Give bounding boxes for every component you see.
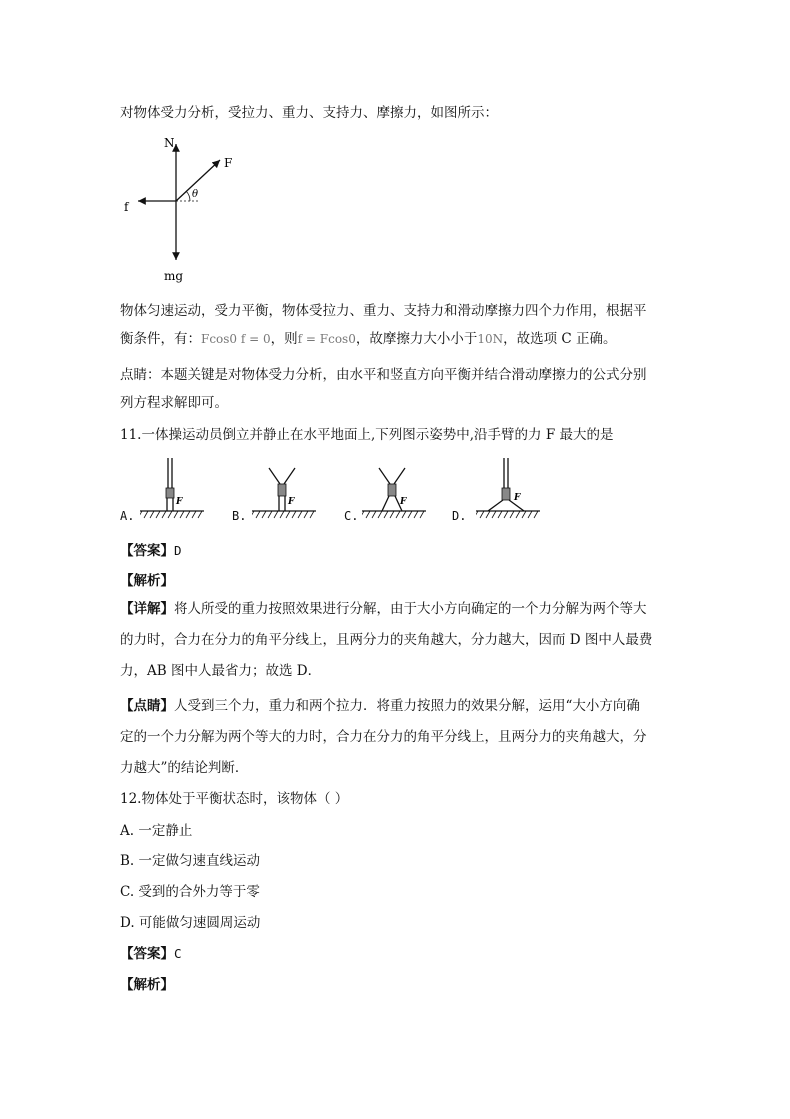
analysis-line-2b: ，则 [270, 331, 298, 347]
force-diagram [118, 132, 248, 287]
q11-option-d-figure [476, 458, 542, 520]
q12-option-d: D. 可能做匀速圆周运动 [120, 915, 261, 931]
q11-tip-tag: 【点睛】 [120, 698, 174, 714]
tip-line-2: 列方程求解即可。 [120, 395, 228, 411]
q12-analysis-tag: 【解析】 [120, 977, 174, 993]
label-f: f [124, 200, 129, 214]
q11-detail-text-1: 将人所受的重力按照效果进行分解，由于大小方向确定的一个力分解为两个等大 [174, 601, 647, 617]
q11-tip-line-3: 力越大”的结论判断． [120, 760, 249, 776]
q11-option-c-label: C. [344, 509, 359, 523]
q12-answer-value: C [174, 946, 182, 961]
q11-analysis-tag: 【解析】 [120, 573, 174, 589]
q11-option-b-label: B. [232, 509, 247, 523]
intro-line: 对物体受力分析，受拉力、重力、支持力、摩擦力，如图所示： [120, 105, 498, 121]
equation-1: Fcos0 f = 0 [201, 332, 271, 346]
q11-option-a-label: A. [120, 509, 135, 523]
equation-3: 10N [477, 332, 504, 346]
q12-option-c: C. 受到的合外力等于零 [120, 884, 260, 900]
q12-answer [120, 945, 182, 963]
q11-option-d-force: F [514, 493, 521, 503]
angle-arc [186, 191, 190, 201]
q11-option-c-figure [362, 458, 428, 520]
q11-detail-line-2: 的力时，合力在分力的角平分线上，且两分力的夹角越大，分力越大，因而 D 图中人最费 [120, 632, 653, 648]
analysis-line-1: 物体匀速运动，受力平衡，物体受拉力、重力、支持力和滑动摩擦力四个力作用，根据平 [120, 303, 647, 319]
q11-detail-line-1 [120, 600, 647, 618]
q11-option-a-force: F [176, 497, 183, 507]
q11-tip-text-1: 人受到三个力，重力和两个拉力．将重力按照力的效果分解，运用“大小方向确 [174, 698, 640, 714]
q11-detail-line-3: 力，AB 图中人最省力；故选 D． [120, 663, 322, 679]
label-N: N [164, 136, 175, 150]
q11-option-a-figure [140, 458, 206, 520]
q11-option-d-label: D. [452, 509, 467, 523]
analysis-line-2c: ，故摩擦力大小小于 [355, 331, 478, 347]
analysis-line-2a: 衡条件，有： [120, 331, 201, 347]
q12-option-a: A. 一定静止 [120, 823, 193, 839]
q12-answer-tag: 【答案】 [120, 946, 174, 962]
q11-option-c-force: F [400, 497, 407, 507]
q11-answer [120, 542, 182, 560]
equation-2: f = Fcos0 [297, 332, 356, 346]
label-F: F [224, 156, 233, 170]
q11-option-b-force: F [288, 497, 295, 507]
q11-stem: 11.一体操运动员倒立并静止在水平地面上,下列图示姿势中,沿手臂的力 F 最大的是 [120, 427, 614, 443]
q12-option-b: B. 一定做匀速直线运动 [120, 853, 261, 869]
analysis-line-2 [120, 330, 617, 348]
q11-option-b-figure [252, 458, 318, 520]
q12-stem: 12.物体处于平衡状态时，该物体（ ） [120, 791, 349, 807]
label-mg: mg [164, 269, 184, 283]
tip-line-1: 点睛：本题关键是对物体受力分析，由水平和竖直方向平衡并结合滑动摩擦力的公式分别 [120, 367, 647, 383]
analysis-line-2d: ，故选项 C 正确。 [503, 331, 617, 347]
q11-answer-value: D [174, 543, 182, 558]
label-theta: θ [192, 189, 199, 200]
q11-tip-line-1 [120, 697, 640, 715]
q11-tip-line-2: 定的一个力分解为两个等大的力时，合力在分力的角平分线上，且两分力的夹角越大，分 [120, 729, 647, 745]
q11-answer-tag: 【答案】 [120, 543, 174, 559]
q11-detail-tag: 【详解】 [120, 601, 174, 617]
